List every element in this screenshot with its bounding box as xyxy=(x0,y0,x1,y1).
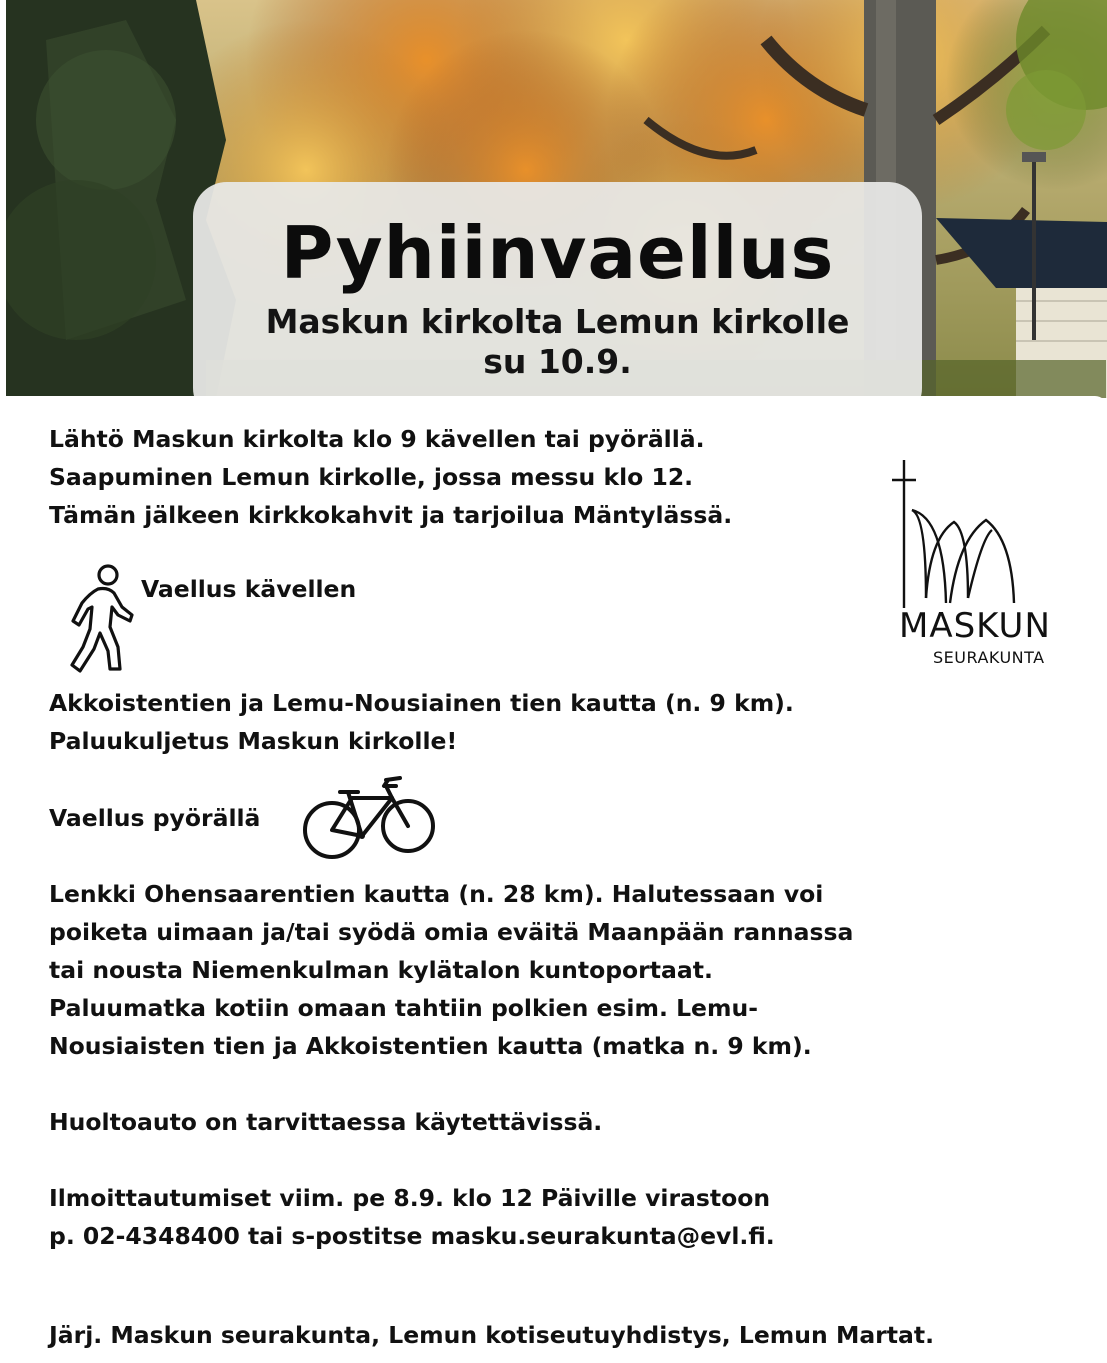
title-card xyxy=(193,182,922,422)
bike-line: Nousiaisten tien ja Akkoistentien kautta (matka n. 9 km). xyxy=(49,1032,812,1060)
registration-line: p. 02-4348400 tai s-postitse masku.seurakunta@evl.fi. xyxy=(49,1222,775,1250)
bike-line: tai nousta Niemenkulman kylätalon kuntoportaat. xyxy=(49,956,713,984)
intro-line: Saapuminen Lemun kirkolle, jossa messu klo 12. xyxy=(49,463,694,491)
organizers: Järj. Maskun seurakunta, Lemun kotiseutuyhdistys, Lemun Martat. xyxy=(49,1321,935,1349)
page-title: Pyhiinvaellus xyxy=(280,211,835,295)
walk-line: Akkoistentien ja Lemu-Nousiainen tien kautta (n. 9 km). xyxy=(49,689,794,717)
bicycle-icon xyxy=(300,774,436,860)
event-date: su 10.9. xyxy=(483,342,632,381)
subtitle: Maskun kirkolta Lemun kirkolle xyxy=(265,302,850,341)
bike-line: poiketa uimaan ja/tai syödä omia eväitä Maanpään rannassa xyxy=(49,918,854,946)
walk-heading: Vaellus kävellen xyxy=(141,575,357,603)
walking-person-icon xyxy=(68,563,134,675)
logo-subtitle: SEURAKUNTA xyxy=(933,648,1045,667)
intro-line: Lähtö Maskun kirkolta klo 9 kävellen tai pyörällä. xyxy=(49,425,705,453)
intro-text xyxy=(49,420,732,534)
registration-info xyxy=(49,1179,775,1255)
walk-description xyxy=(49,684,794,760)
logo-name: MASKUN xyxy=(899,606,1051,646)
intro-line: Tämän jälkeen kirkkokahvit ja tarjoilua Mäntylässä. xyxy=(49,501,733,529)
walk-line: Paluukuljetus Maskun kirkolle! xyxy=(49,727,458,755)
bike-line: Paluumatka kotiin omaan tahtiin polkien esim. Lemu- xyxy=(49,994,758,1022)
bike-heading: Vaellus pyörällä xyxy=(49,804,261,832)
registration-line: Ilmoittautumiset viim. pe 8.9. klo 12 Päiville virastoon xyxy=(49,1184,771,1212)
bike-description xyxy=(49,875,853,1065)
service-note: Huoltoauto on tarvittaessa käytettävissä. xyxy=(49,1108,603,1136)
bike-line: Lenkki Ohensaarentien kautta (n. 28 km). Halutessaan voi xyxy=(49,880,824,908)
